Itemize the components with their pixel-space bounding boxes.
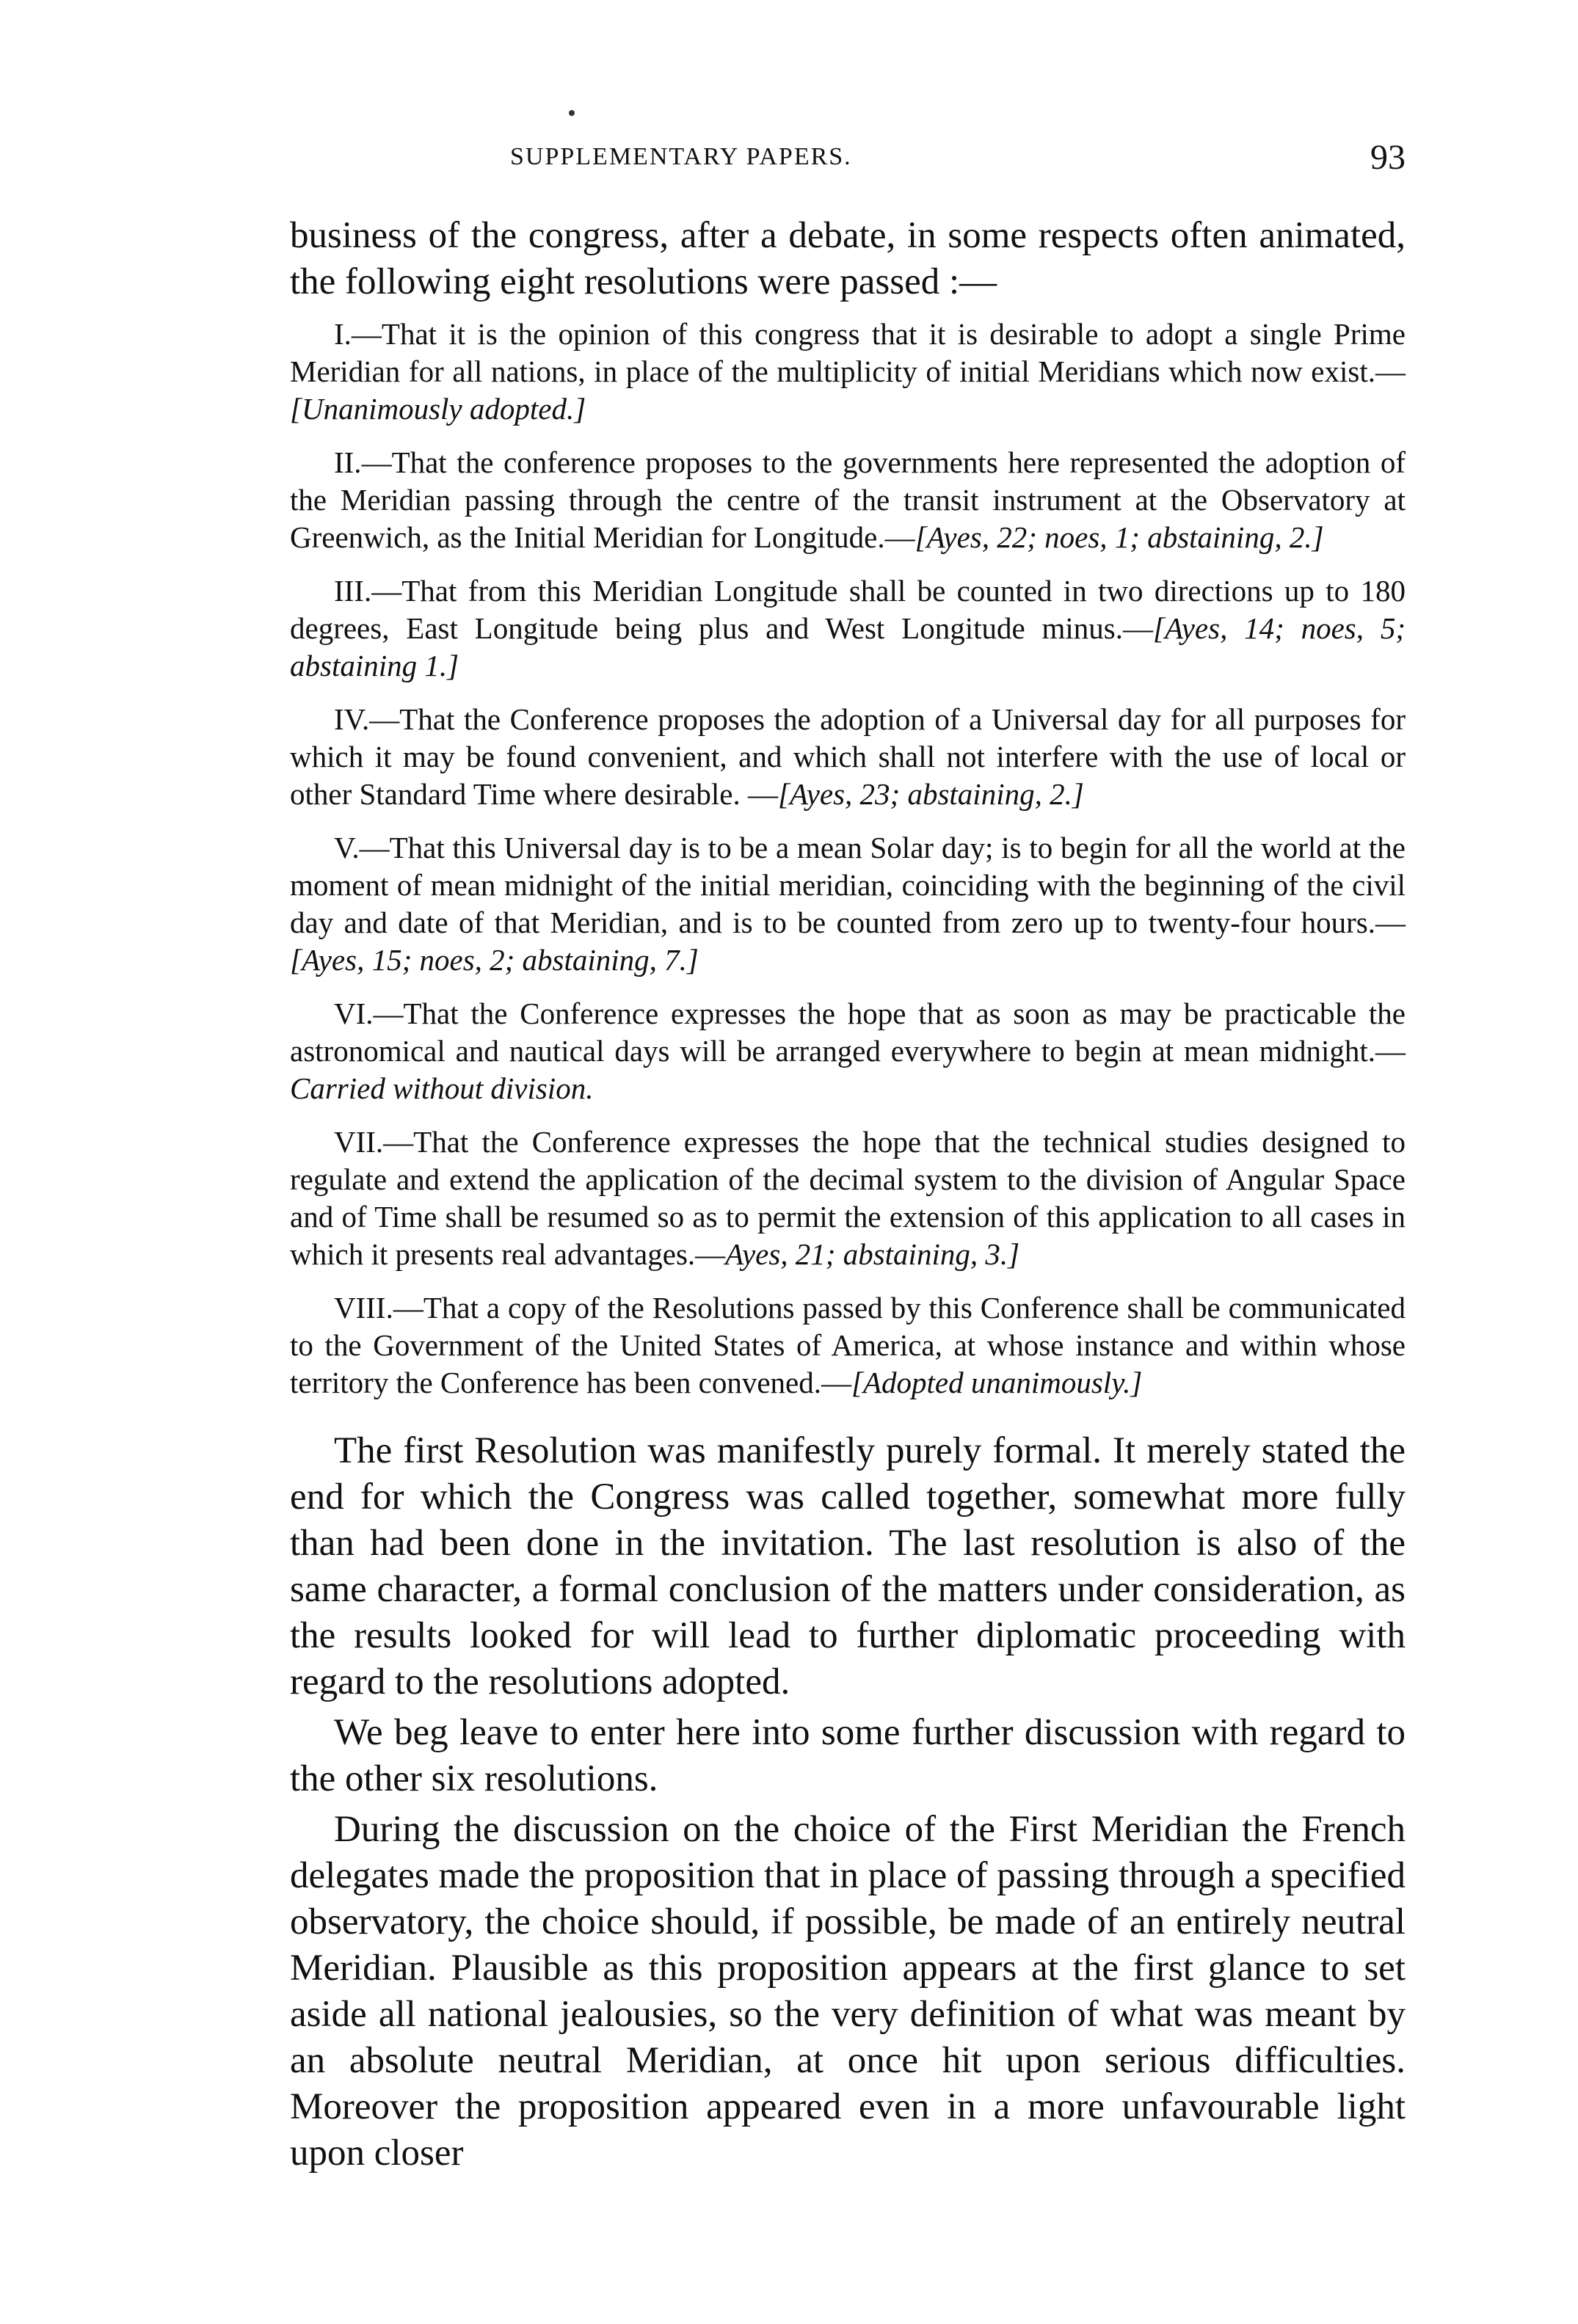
resolutions-list bbox=[290, 316, 1406, 1402]
resolution-number: IV. bbox=[334, 702, 370, 736]
resolution-number: II. bbox=[334, 445, 362, 479]
page-header bbox=[290, 138, 1406, 187]
resolution-vote: [Ayes, 23; abstaining, 2.] bbox=[777, 777, 1084, 811]
resolution-5 bbox=[290, 829, 1406, 979]
intro-paragraph: business of the congress, after a debate, in some respects often animated, the following eight resolutions were passed :— bbox=[290, 215, 1406, 302]
resolution-text: —That the conference proposes to the governments here represented the adoption of the Meridian passing through the centre of the transit instrument at the Observatory at Greenwich, as the Initial Meridian for Longitude.— bbox=[290, 445, 1406, 554]
resolution-2 bbox=[290, 444, 1406, 556]
body-paragraph-2: We beg leave to enter here into some further discussion with regard to the other six resolutions. bbox=[290, 1712, 1406, 1799]
resolution-number: I. bbox=[334, 317, 352, 351]
resolution-number: VI. bbox=[334, 997, 374, 1030]
resolution-text: —That this Universal day is to be a mean Solar day; is to begin for all the world at the moment of mean midnight of the initial meridian, coinciding with the beginning of the civil day and date of that Meridian, and is to be counted from zero up to twenty-four hours.— bbox=[290, 831, 1406, 939]
resolution-vote: [Ayes, 15; noes, 2; abstaining, 7.] bbox=[290, 943, 699, 977]
resolution-text: —That a copy of the Resolutions passed by this Conference shall be communicated to the Government of the United States of America, at whose instance and within whose territory the Conference has been convened.— bbox=[290, 1291, 1406, 1399]
resolution-6 bbox=[290, 995, 1406, 1107]
body-paragraph-1: The first Resolution was manifestly purely formal. It merely stated the end for which the Congress was called together, somewhat more fully than had been done in the invitation. The last resolution is also of the same character, a formal conclusion of the matters under consideration, as the results looked for will lead to further diplomatic proceeding with regard to the resolutions adopted. bbox=[290, 1430, 1406, 1702]
print-speck bbox=[569, 110, 575, 116]
resolution-number: III. bbox=[334, 574, 372, 608]
resolution-vote: [Adopted unanimously.] bbox=[851, 1366, 1143, 1399]
resolution-8 bbox=[290, 1289, 1406, 1402]
resolution-text: —That the Conference expresses the hope that the technical studies designed to regulate and extend the application of the decimal system to the division of Angular Space and of Time shall be resumed so as to permit the extension of this application to all cases in which it presents real advantages.— bbox=[290, 1125, 1406, 1271]
resolution-vote: Carried without division. bbox=[290, 1071, 594, 1105]
resolution-number: VII. bbox=[334, 1125, 384, 1159]
resolution-3 bbox=[290, 572, 1406, 685]
body-paragraph-3: During the discussion on the choice of the First Meridian the French delegates made the proposition that in place of passing through a specified observatory, the choice should, if possible, be made of an entirely neutral Meridian. Plausible as this proposition appears at the first glance to set aside all national jealousies, so the very definition of what was meant by an absolute neutral Meridian, at once hit upon serious difficulties. Moreover the proposition appeared even in a more unfavourable light upon closer bbox=[290, 1809, 1406, 2174]
resolution-text: —That the Conference proposes the adoption of a Universal day for all purposes for which it may be found convenient, and which shall not interfere with the use of local or other Standard Time where desirable. — bbox=[290, 702, 1406, 811]
resolution-number: VIII. bbox=[334, 1291, 393, 1325]
resolution-number: V. bbox=[334, 831, 360, 864]
page-number: 93 bbox=[1370, 138, 1406, 177]
resolution-vote: [Ayes, 14; noes, 5; abstaining 1.] bbox=[290, 611, 1406, 682]
resolution-text: —That it is the opinion of this congress that it is desirable to adopt a single Prime Meridian for all nations, in place of the multiplicity of initial Meridians which now exist.— bbox=[290, 317, 1406, 388]
resolution-text: —That from this Meridian Longitude shall be counted in two directions up to 180 degrees, East Longitude being plus and West Longitude minus.— bbox=[290, 574, 1406, 645]
resolution-vote: [Ayes, 22; noes, 1; abstaining, 2.] bbox=[915, 520, 1324, 554]
resolution-4 bbox=[290, 701, 1406, 813]
running-title: SUPPLEMENTARY PAPERS. bbox=[510, 143, 852, 170]
resolution-vote: Ayes, 21; abstaining, 3.] bbox=[725, 1237, 1020, 1271]
resolution-1 bbox=[290, 316, 1406, 428]
resolution-7 bbox=[290, 1123, 1406, 1273]
resolution-vote: [Unanimously adopted.] bbox=[290, 392, 586, 426]
resolution-text: —That the Conference expresses the hope that as soon as may be practicable the astronomical and nautical days will be arranged everywhere to begin at mean midnight.— bbox=[290, 997, 1406, 1068]
page-body bbox=[290, 213, 1406, 2181]
